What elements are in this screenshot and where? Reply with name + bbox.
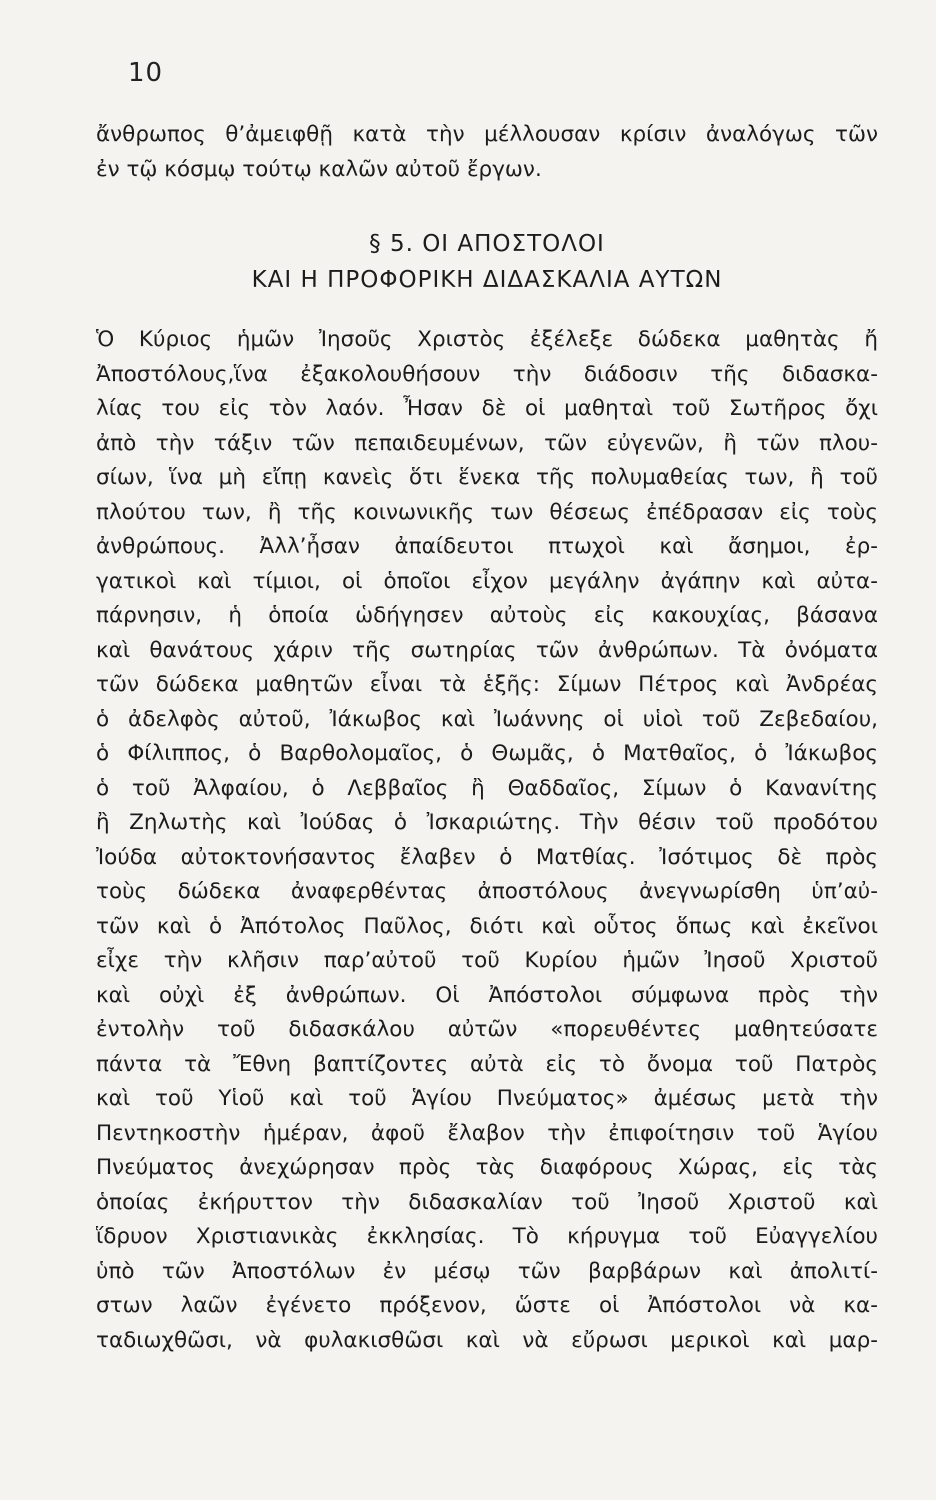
text-line: στων λαῶν ἐγένετο πρόξενον, ὥστε οἱ Ἀπόστολοι νὰ κα- [96,1293,878,1318]
text-line: καὶ θανάτους χάριν τῆς σωτηρίας τῶν ἀνθρώπων. Τὰ ὀνόματα [96,637,878,663]
text-line: ἀπὸ τὴν τάξιν τῶν πεπαιδευμένων, τῶν εὐγενῶν, ἢ τῶν πλου- [96,430,878,456]
text-line: ἐντολὴν τοῦ διδασκάλου αὐτῶν «πορευθέντες μαθητεύσατε [96,1017,878,1042]
text-line: Ἰούδα αὐτοκτονήσαντος ἔλαβεν ὁ Ματθίας. Ἰσότιμος δὲ πρὸς [96,844,878,870]
text-line: γατικοὶ καὶ τίμιοι, οἱ ὁποῖοι εἶχον μεγάλην ἀγάπην καὶ αὐτα- [96,568,878,594]
text-line: ἢ Ζηλωτὴς καὶ Ἰούδας ὁ Ἰσκαριώτης. Τὴν θέσιν τοῦ προδότου [96,810,878,835]
text-line: ἀνθρώπους. Ἀλλ’ἦσαν ἀπαίδευτοι πτωχοὶ καὶ ἄσημοι, ἐρ- [96,534,878,559]
text-line: ὁ τοῦ Ἀλφαίου, ὁ Λεββαῖος ἢ Θαδδαῖος, Σίμων ὁ Κανανίτης [96,775,878,801]
text-line: ἄνθρωπος θ’ἀμειφθῇ κατὰ τὴν μέλλουσαν κρίσιν ἀναλόγως τῶν [96,122,878,147]
text-line: καὶ τοῦ Υἱοῦ καὶ τοῦ Ἁγίου Πνεύματος» ἀμέσως μετὰ τὴν [96,1086,878,1111]
text-line: σίων, ἵνα μὴ εἴπῃ κανεὶς ὅτι ἕνεκα τῆς πολυμαθείας των, ἢ τοῦ [96,465,878,490]
text-line: εἶχε τὴν κλῆσιν παρ’αὐτοῦ τοῦ Κυρίου ἡμῶν Ἰησοῦ Χριστοῦ [96,948,878,973]
page-number: 10 [128,58,164,88]
text-line: ὑπὸ τῶν Ἀποστόλων ἐν μέσῳ τῶν βαρβάρων καὶ ἀπολιτί- [96,1258,878,1284]
body-paragraph [96,323,878,1358]
text-line: τῶν δώδεκα μαθητῶν εἶναι τὰ ἑξῆς: Σίμων Πέτρος καὶ Ἀνδρέας [96,672,878,697]
text-line: Πνεύματος ἀνεχώρησαν πρὸς τὰς διαφόρους Χώρας, εἰς τὰς [96,1155,878,1180]
text-line: ἵδρυον Χριστιανικὰς ἐκκλησίας. Τὸ κήρυγμα τοῦ Εὐαγγελίου [96,1224,878,1249]
text-line: λίας του εἰς τὸν λαόν. Ἦσαν δὲ οἱ μαθηταὶ τοῦ Σωτῆρος ὄχι [96,396,878,421]
section-heading-line-1: § 5. ΟΙ ΑΠΟΣΤΟΛΟΙ [369,231,605,257]
text-line: πλούτου των, ἢ τῆς κοινωνικῆς των θέσεως ἐπέδρασαν εἰς τοὺς [96,499,878,525]
section-heading-line-2: ΚΑΙ Η ΠΡΟΦΟΡΙΚΗ ΔΙΔΑΣΚΑΛΙΑ ΑΥΤΩΝ [251,267,723,293]
text-line: πάρνησιν, ἡ ὁποία ὡδήγησεν αὐτοὺς εἰς κακουχίας, βάσανα [96,603,878,628]
text-line: ὁ Φίλιππος, ὁ Βαρθολομαῖος, ὁ Θωμᾶς, ὁ Ματθαῖος, ὁ Ἰάκωβος [96,741,878,766]
text-line: ταδιωχθῶσι, νὰ φυλακισθῶσι καὶ νὰ εὔρωσι μερικοὶ καὶ μαρ- [96,1327,878,1353]
text-line: Ὁ Κύριος ἡμῶν Ἰησοῦς Χριστὸς ἐξέλεξε δώδεκα μαθητὰς ἤ [96,327,878,352]
text-line: καὶ οὐχὶ ἐξ ἀνθρώπων. Οἱ Ἀπόστολοι σύμφωνα πρὸς τὴν [96,982,878,1008]
text-line: τοὺς δώδεκα ἀναφερθέντας ἀποστόλους ἀνεγνωρίσθη ὑπ’αὐ- [96,879,878,904]
text-line: τῶν καὶ ὁ Ἀπότολος Παῦλος, διότι καὶ οὗτος ὅπως καὶ ἐκεῖνοι [96,913,878,939]
text-line: πάντα τὰ Ἔθνη βαπτίζοντες αὐτὰ εἰς τὸ ὄνομα τοῦ Πατρὸς [96,1051,878,1077]
text-line: Πεντηκοστὴν ἡμέραν, ἀφοῦ ἔλαβον τὴν ἐπιφοίτησιν τοῦ Ἁγίου [96,1120,878,1146]
text-line: ὁποίας ἐκήρυττον τὴν διδασκαλίαν τοῦ Ἰησοῦ Χριστοῦ καὶ [96,1189,878,1215]
text-line: ὁ ἀδελφὸς αὐτοῦ, Ἰάκωβος καὶ Ἰωάννης οἱ υἱοὶ τοῦ Ζεβεδαίου, [96,706,878,732]
text-line: Ἀποστόλους,ἵνα ἐξακολουθήσουν τὴν διάδοσιν τῆς διδασκα- [96,361,878,387]
intro-paragraph [96,118,878,187]
text-line: ἐν τῷ κόσμῳ τούτῳ καλῶν αὐτοῦ ἔργων. [96,156,542,182]
section-heading [96,226,878,298]
